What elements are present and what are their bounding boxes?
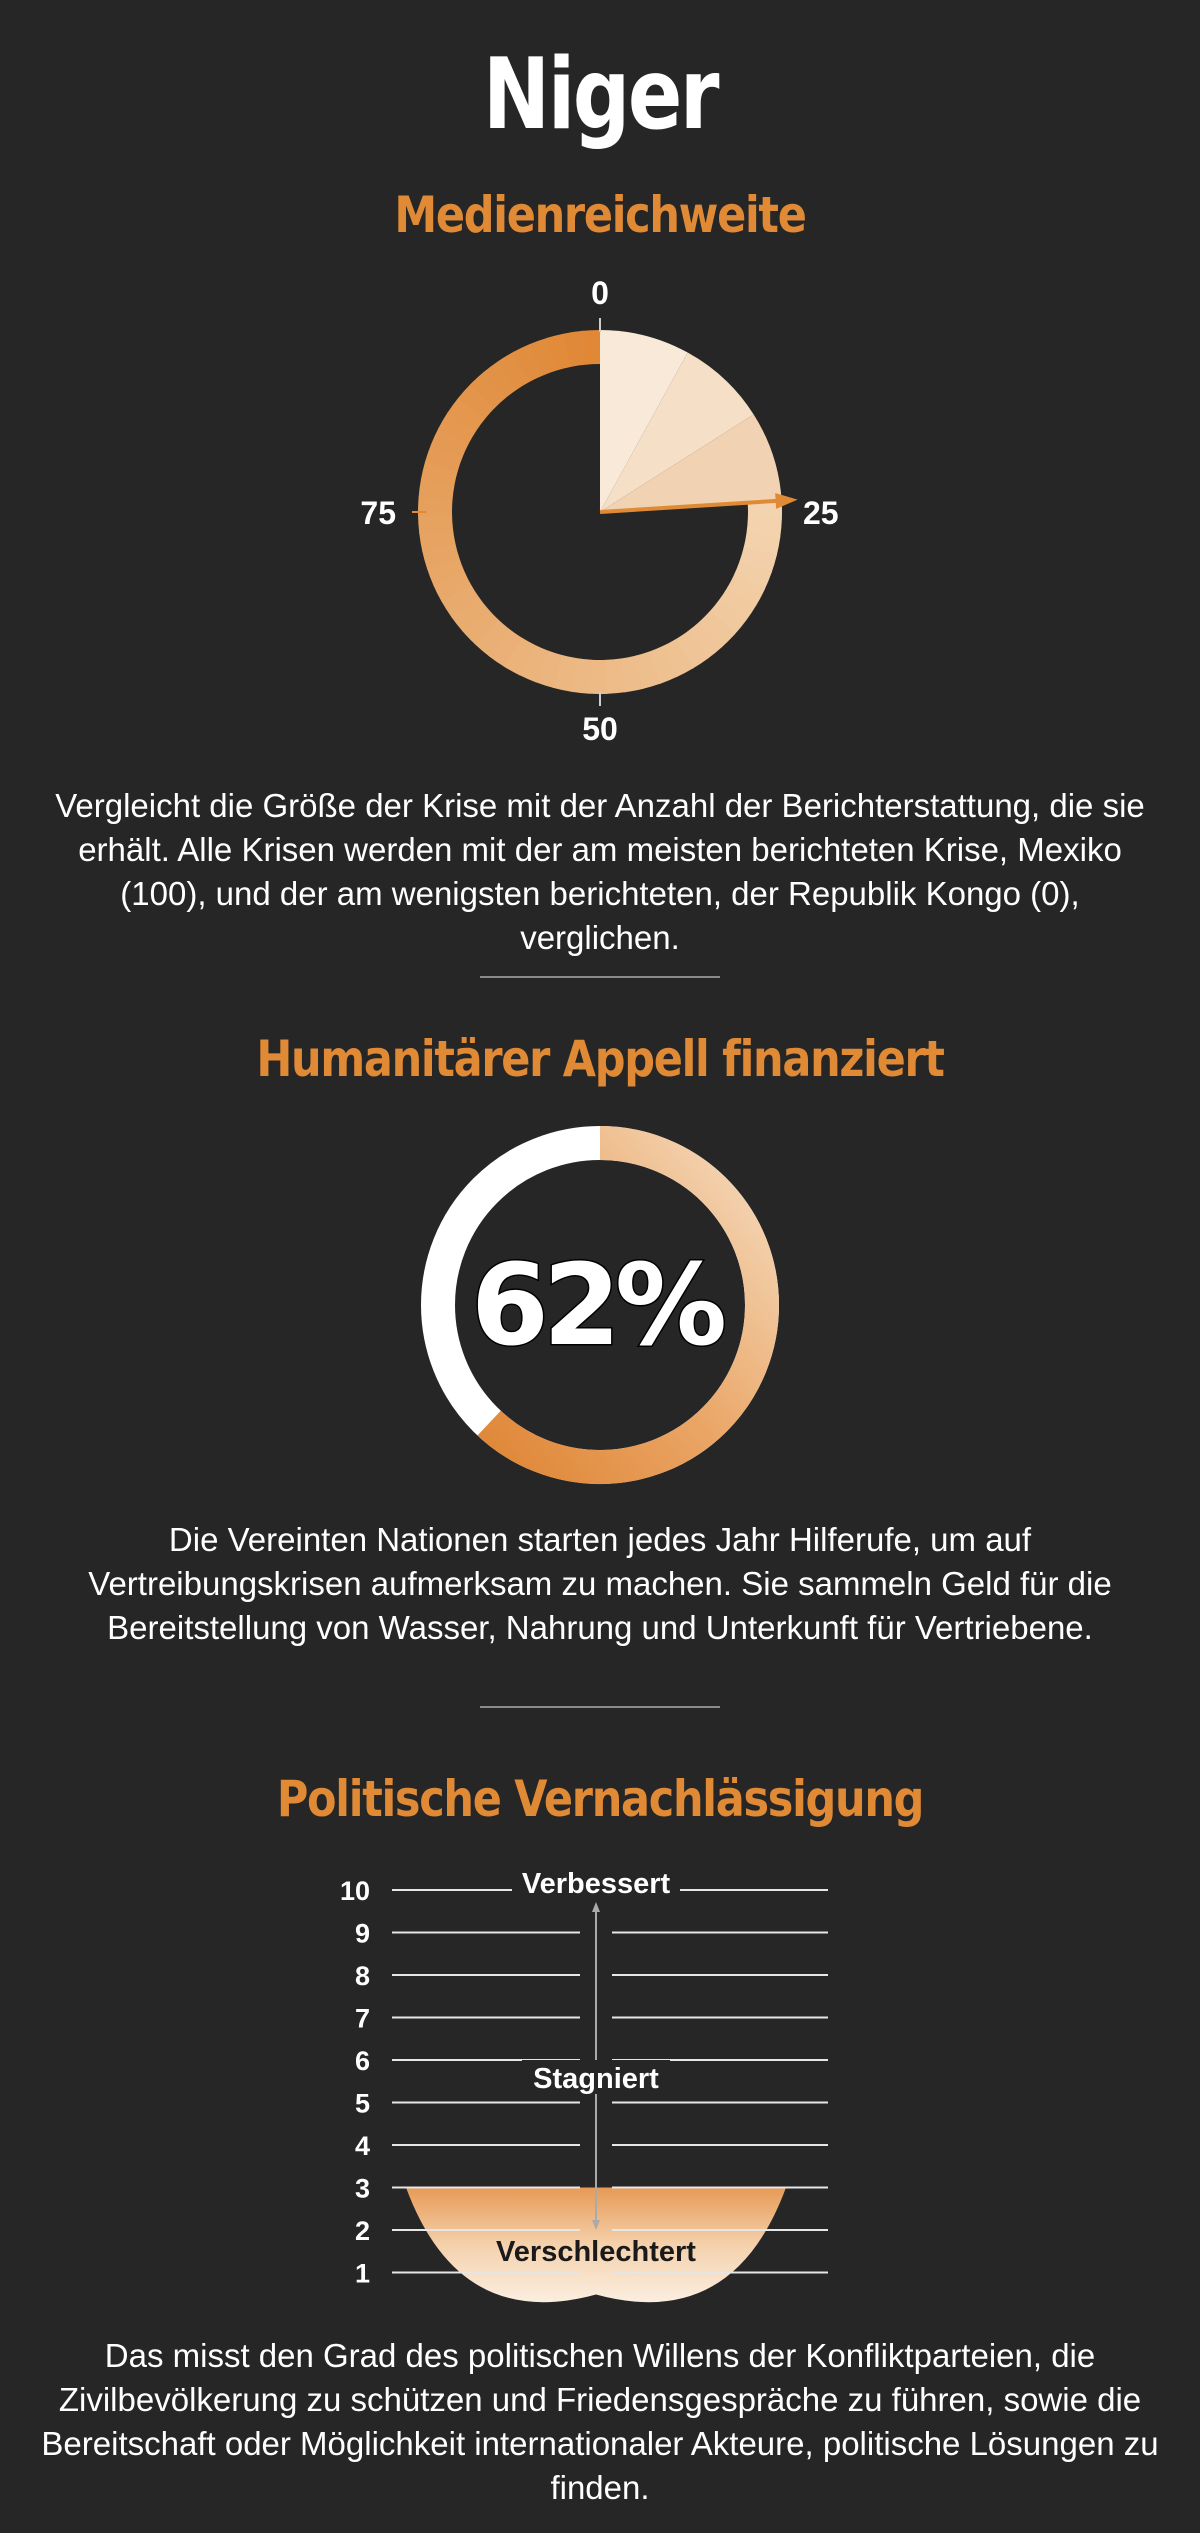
scale-number-1: 1 <box>354 2258 370 2289</box>
political-label-mid: Stagniert <box>533 2063 659 2095</box>
scale-number-8: 8 <box>354 1961 370 1991</box>
tick-label-0: 0 <box>591 275 609 311</box>
media-reach-description: Vergleicht die Größe der Krise mit der Anzahl der Berichterstattung, die sie erhält. Alle Krisen werden mit der am meisten berichteten Krise, Mexiko (100), und der am wenigsten berichteten, der Republik Kongo (0), verglichen. <box>55 787 1145 956</box>
appeal-percent-label: 62% <box>470 1241 722 1371</box>
media-reach-ring-segment <box>582 330 601 365</box>
appeal-description: Die Vereinten Nationen starten jedes Jahr Hilferufe, um auf Vertreibungskrisen aufmerksam zu machen. Sie sammeln Geld für die Bereitstellung von Wasser, Nahrung und Unterkunft für Vertriebene. <box>88 1521 1112 1646</box>
media-reach-gauge <box>0 260 1200 760</box>
tick-label-50: 50 <box>582 711 618 747</box>
media-reach-ring-segment <box>588 660 607 694</box>
page-title: Niger <box>482 38 718 152</box>
scale-number-7: 7 <box>354 2003 370 2034</box>
scale-number-5: 5 <box>354 2088 370 2119</box>
section-divider-2 <box>480 1706 720 1708</box>
political-label-bottom: Verschlechtert <box>496 2236 696 2268</box>
political-arrow-up-head <box>592 1902 600 1912</box>
scale-number-6: 6 <box>354 2046 370 2076</box>
appeal-heading: Humanitärer Appell finanziert <box>256 1030 944 1088</box>
media-reach-wedge-group <box>600 330 782 512</box>
media-reach-needle-arrow <box>775 493 797 509</box>
political-label-top: Verbessert <box>521 1868 671 1900</box>
scale-number-4: 4 <box>354 2131 370 2161</box>
political-description: Das misst den Grad des politischen Willens der Konfliktparteien, die Zivilbevölkerung zu schützen und Friedensgespräche zu führen, sowie die Bereitschaft oder Möglichkeit internationaler Akteure, politische Lösungen zu finden. <box>41 2337 1159 2506</box>
scale-number-9: 9 <box>354 1918 370 1949</box>
scale-number-2: 2 <box>354 2216 370 2246</box>
political-heading: Politische Vernachlässigung <box>276 1770 924 1828</box>
tick-label-75: 75 <box>360 495 396 531</box>
scale-number-3: 3 <box>354 2173 370 2204</box>
political-neglect-scale <box>0 1850 1200 2310</box>
section-divider-1 <box>480 976 720 978</box>
media-reach-heading: Medienreichweite <box>394 186 806 244</box>
appeal-donut-chart <box>0 1110 1200 1500</box>
tick-label-25: 25 <box>803 495 839 531</box>
scale-number-10: 10 <box>339 1876 370 1906</box>
